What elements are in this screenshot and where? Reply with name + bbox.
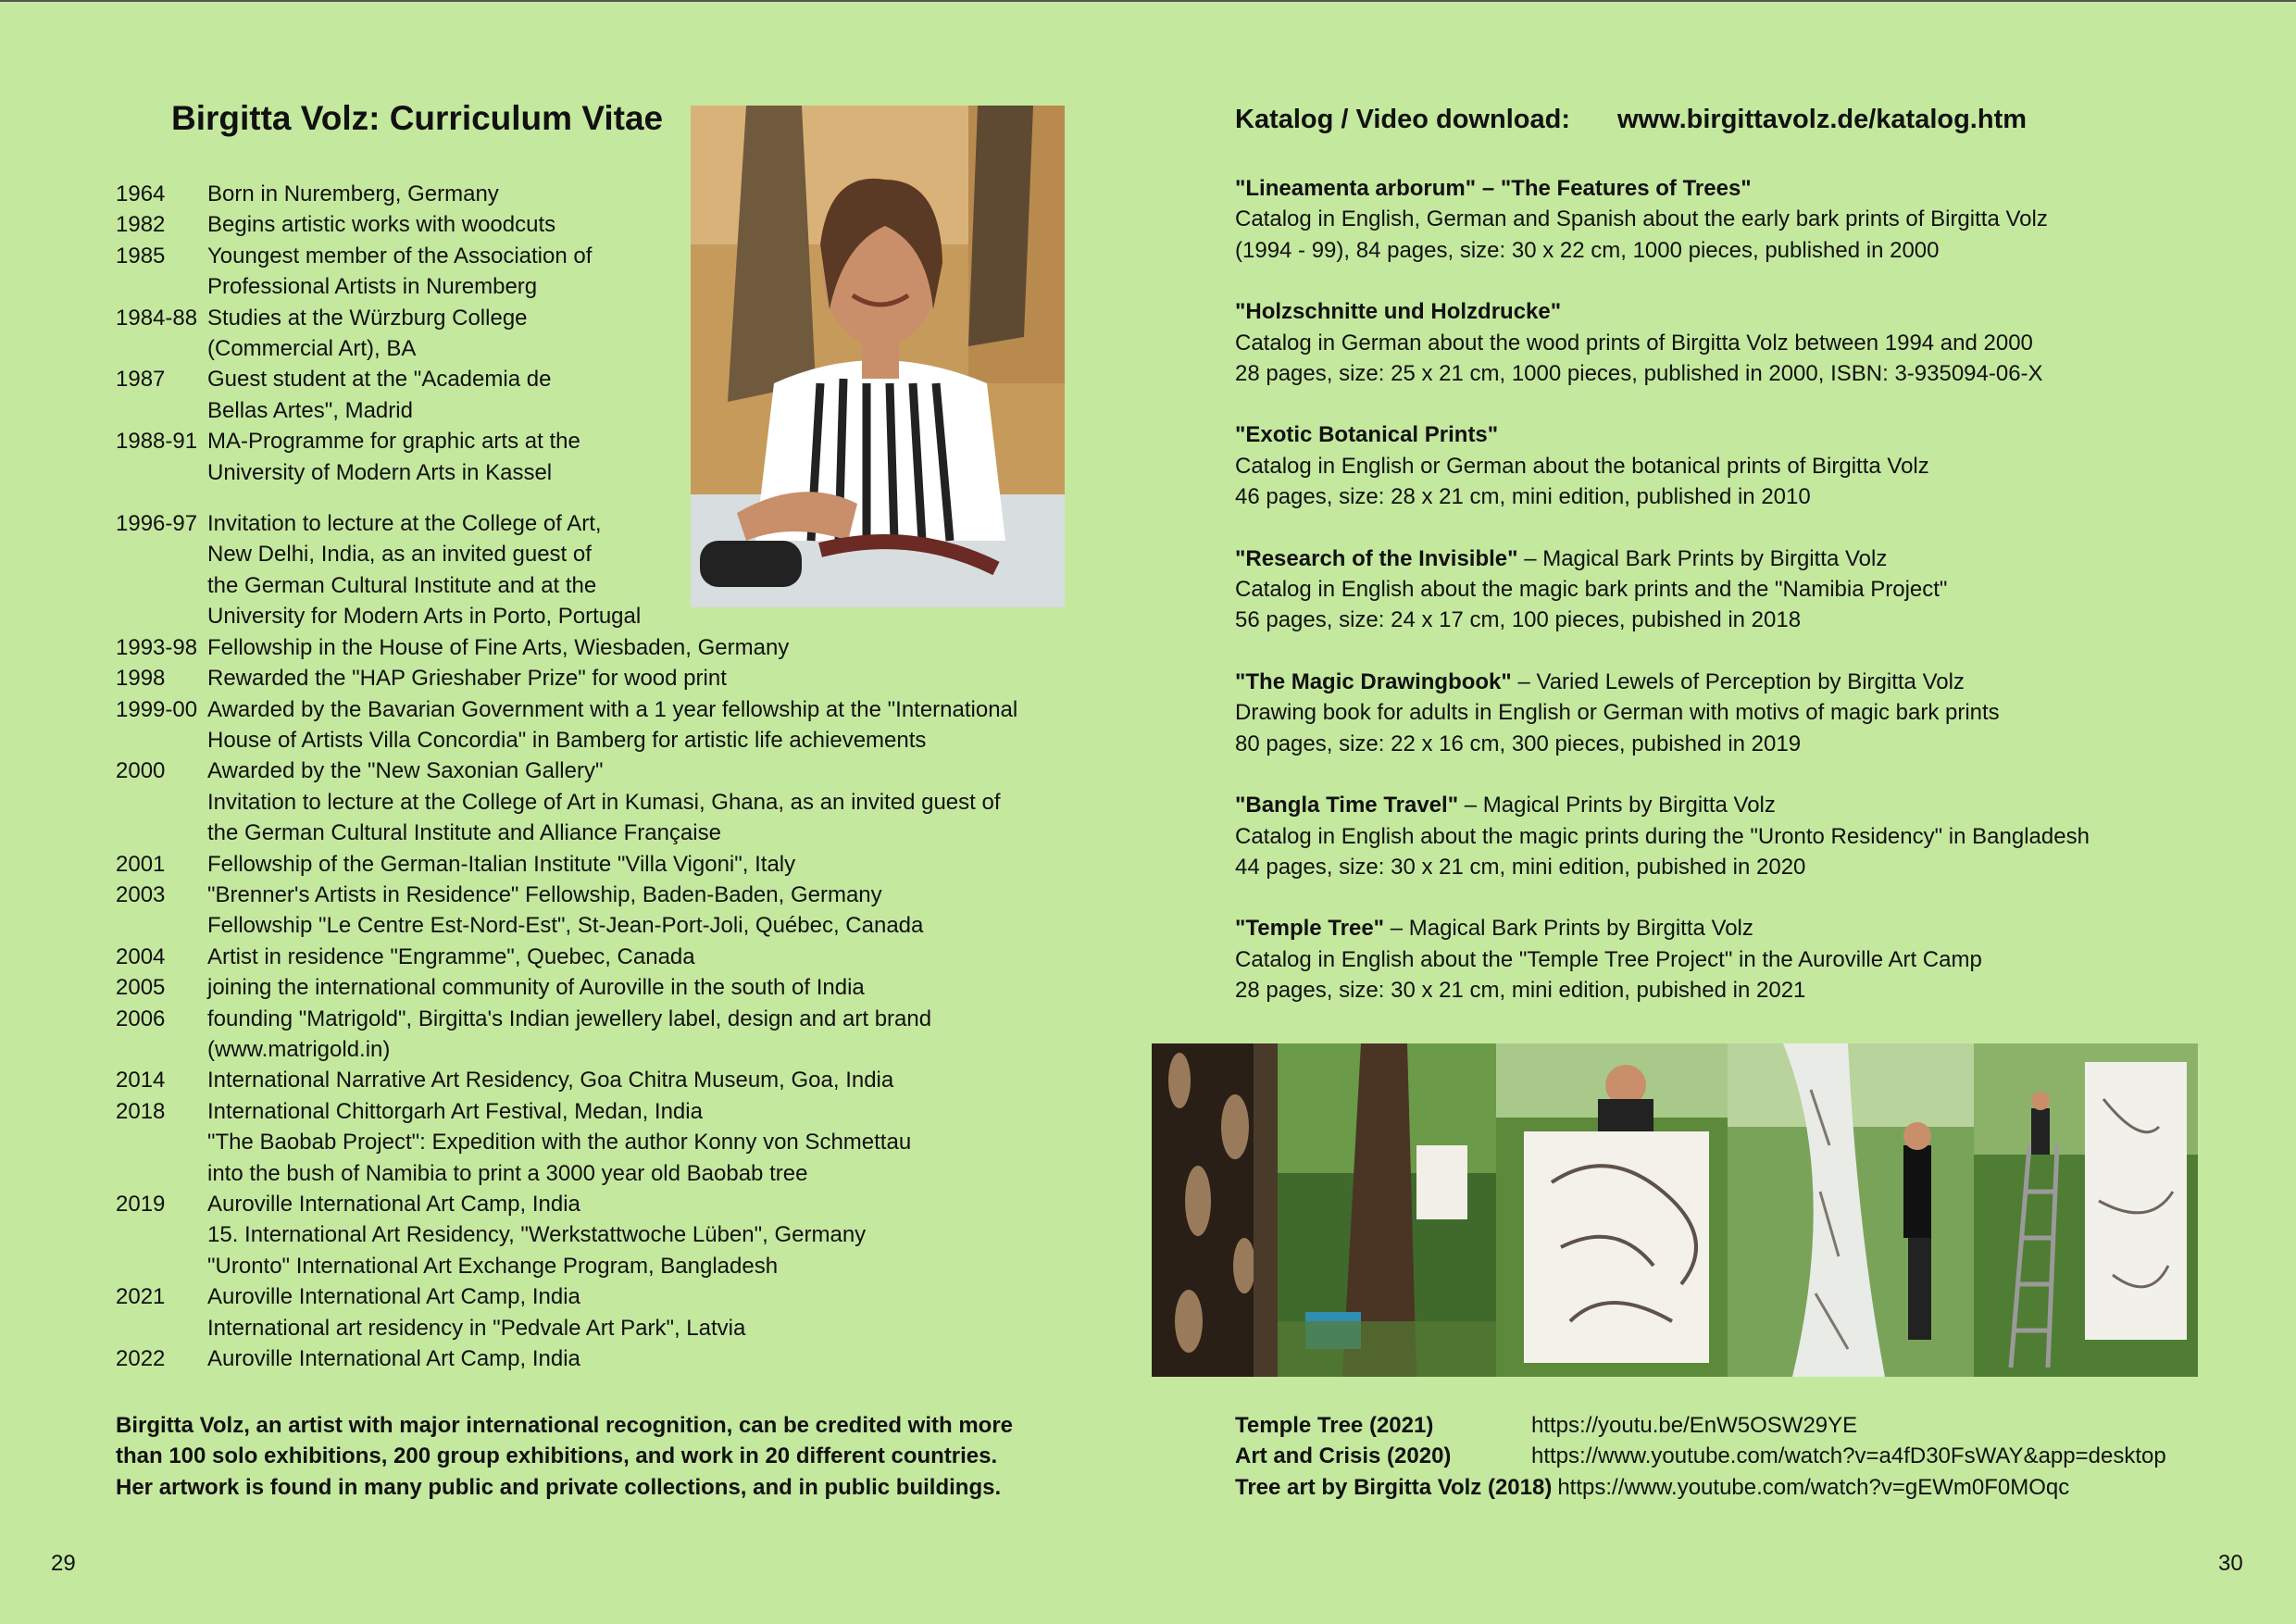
cv-year: 1999-00	[116, 696, 198, 722]
garden-print-photo	[1278, 1043, 1496, 1377]
cv-text: Artist in residence "Engramme", Quebec, Canada	[207, 943, 695, 969]
cv-text: "Uronto" International Art Exchange Program, Bangladesh	[207, 1253, 779, 1279]
catalog-subtitle: – Magical Bark Prints by Birgitta Volz	[1384, 916, 1753, 942]
catalog-title: "Holzschnitte und Holzdrucke"	[1235, 299, 1562, 325]
cv-text: International art residency in "Pedvale Art Park", Latvia	[207, 1315, 746, 1341]
video-list	[1235, 1410, 2166, 1503]
artist-summary	[116, 1410, 1013, 1503]
cv-text: the German Cultural Institute and Alliance Française	[207, 820, 721, 846]
cv-text: Fellowship "Le Centre Est-Nord-Est", St-Jean-Port-Joli, Québec, Canada	[207, 913, 924, 939]
cv-year: 1993-98	[116, 634, 198, 660]
catalog-item	[1235, 667, 2216, 759]
catalog-item	[1235, 173, 2216, 266]
cv-text: the German Cultural Institute and at the	[207, 572, 597, 598]
cv-entry	[116, 209, 1097, 240]
cv-text: Fellowship in the House of Fine Arts, Wiesbaden, Germany	[207, 634, 790, 660]
page-title: Birgitta Volz: Curriculum Vitae	[171, 99, 664, 137]
cv-entry	[116, 1004, 1097, 1066]
cv-entry	[116, 849, 1097, 880]
cv-text: "The Baobab Project": Expedition with the author Konny von Schmettau	[207, 1130, 912, 1156]
cv-text: Invitation to lecture at the College of Art in Kumasi, Ghana, as an invited guest of	[207, 789, 1001, 815]
cv-text: (www.matrigold.in)	[207, 1036, 391, 1062]
cv-entry	[116, 1281, 1097, 1343]
catalog-description: 28 pages, size: 30 x 21 cm, mini edition, pubished in 2021	[1235, 978, 1806, 1004]
cv-text: into the bush of Namibia to print a 3000 year old Baobab tree	[207, 1160, 808, 1186]
cv-entry	[116, 508, 1097, 632]
cv-year: 2004	[116, 943, 166, 969]
video-title: Art and Crisis (2020)	[1235, 1443, 1452, 1469]
cv-text: Auroville International Art Camp, India	[207, 1192, 580, 1217]
artist-on-ladder-photo	[1974, 1043, 2198, 1377]
cv-text: MA-Programme for graphic arts at the	[207, 429, 580, 455]
cv-year: 2003	[116, 881, 166, 907]
cv-year: 1988-91	[116, 429, 198, 455]
catalog-title: "Research of the Invisible"	[1235, 545, 1518, 571]
cv-year: 2006	[116, 1006, 166, 1031]
catalog-item	[1235, 913, 2216, 1006]
video-title: Tree art by Birgitta Volz (2018)	[1235, 1474, 1553, 1500]
cv-text: Auroville International Art Camp, India	[207, 1346, 580, 1372]
cv-year: 1987	[116, 367, 166, 393]
katalog-header	[1235, 102, 2028, 137]
cv-entry	[116, 1343, 1097, 1374]
cv-entry	[116, 364, 1097, 426]
catalog-description: 44 pages, size: 30 x 21 cm, mini edition, pubished in 2020	[1235, 854, 1806, 880]
video-item	[1235, 1441, 2166, 1471]
cv-year: 2022	[116, 1346, 166, 1372]
cv-text: Awarded by the "New Saxonian Gallery"	[207, 758, 604, 784]
page-number-right: 30	[2218, 1551, 2243, 1576]
catalog-description: Catalog in English or German about the botanical prints of Birgitta Volz	[1235, 453, 1929, 479]
cv-text: House of Artists Villa Concordia" in Bamberg for artistic life achievements	[207, 727, 927, 753]
catalog-description: Catalog in English, German and Spanish about the early bark prints of Birgitta Volz	[1235, 206, 2048, 232]
cv-entry	[116, 694, 1097, 756]
cv-year: 1996-97	[116, 511, 198, 537]
catalog-item	[1235, 419, 2216, 512]
cv-text: Auroville International Art Camp, India	[207, 1284, 580, 1310]
catalog-description: Drawing book for adults in English or German with motivs of magic bark prints	[1235, 700, 2000, 726]
catalog-title: "Bangla Time Travel"	[1235, 793, 1459, 818]
katalog-label: Katalog / Video download:	[1235, 105, 1570, 134]
cv-text: (Commercial Art), BA	[207, 336, 417, 362]
cv-entry	[116, 632, 1097, 663]
cv-entry	[116, 972, 1097, 1003]
artist-holding-print-photo	[1496, 1043, 1728, 1377]
cv-year: 1982	[116, 212, 166, 238]
catalog-description: Catalog in English about the magic prints during the "Uronto Residency" in Bangladesh	[1235, 823, 2090, 849]
catalog-subtitle: – Varied Lewels of Perception by Birgitta Volz	[1511, 668, 1965, 694]
catalog-item	[1235, 543, 2216, 636]
catalog-title: "Lineamenta arborum" – "The Features of Trees"	[1235, 176, 1752, 201]
video-item	[1235, 1410, 2069, 1441]
catalog-title: "Temple Tree"	[1235, 916, 1385, 942]
cv-text: Born in Nuremberg, Germany	[207, 181, 499, 206]
cv-entry	[116, 241, 1097, 303]
cv-text: Guest student at the "Academia de	[207, 367, 552, 393]
cv-text: "Brenner's Artists in Residence" Fellowship, Baden-Baden, Germany	[207, 881, 882, 907]
video-link[interactable]: https://www.youtube.com/watch?v=gEWm0F0MOqc	[1557, 1474, 2070, 1500]
top-border	[0, 0, 2296, 2]
cv-text: Fellowship of the German-Italian Institute "Villa Vigoni", Italy	[207, 851, 796, 877]
cv-text: Studies at the Würzburg College	[207, 305, 528, 331]
cv-text: Rewarded the "HAP Grieshaber Prize" for wood print	[207, 666, 727, 692]
catalog-description: Catalog in English about the "Temple Tree Project" in the Auroville Art Camp	[1235, 946, 1982, 972]
catalog-description: 56 pages, size: 24 x 17 cm, 100 pieces, pubished in 2018	[1235, 607, 1802, 633]
cv-list	[116, 179, 1097, 1374]
catalog-item	[1235, 790, 2216, 882]
page-number-left: 29	[51, 1551, 76, 1576]
cv-text: University for Modern Arts in Porto, Portugal	[207, 604, 642, 630]
cv-text: founding "Matrigold", Birgitta's Indian jewellery label, design and art brand	[207, 1006, 932, 1031]
catalog-title: "The Magic Drawingbook"	[1235, 668, 1512, 694]
catalog-description: Catalog in German about the wood prints of Birgitta Volz between 1994 and 2000	[1235, 330, 2033, 356]
catalog-item	[1235, 296, 2216, 389]
video-link[interactable]: https://www.youtube.com/watch?v=a4fD30FsWAY&app=desktop	[1531, 1443, 2166, 1469]
cv-text: Invitation to lecture at the College of Art,	[207, 511, 602, 537]
summary-line: Her artwork is found in many public and private collections, and in public buildings.	[116, 1474, 1002, 1500]
tree-bark-photo	[1152, 1043, 1278, 1377]
cv-entry	[116, 880, 1097, 942]
catalog-description: 28 pages, size: 25 x 21 cm, 1000 pieces, published in 2000, ISBN: 3-935094-06-X	[1235, 361, 2043, 387]
cv-year: 2018	[116, 1098, 166, 1124]
catalog-description: (1994 - 99), 84 pages, size: 30 x 22 cm, 1000 pieces, published in 2000	[1235, 237, 1940, 263]
cv-entry	[116, 1096, 1097, 1189]
catalog-title: "Exotic Botanical Prints"	[1235, 422, 1499, 448]
print-on-tree-photo	[1728, 1043, 1974, 1377]
katalog-url-link[interactable]: www.birgittavolz.de/katalog.htm	[1617, 105, 2028, 134]
cv-text: University of Modern Arts in Kassel	[207, 459, 553, 485]
cv-year: 2014	[116, 1068, 166, 1093]
cv-entry	[116, 756, 1097, 848]
summary-line: Birgitta Volz, an artist with major international recognition, can be credited with more	[116, 1413, 1014, 1438]
cv-year: 2019	[116, 1192, 166, 1217]
cv-entry	[116, 1065, 1097, 1095]
cv-year: 1998	[116, 666, 166, 692]
cv-text: Professional Artists in Nuremberg	[207, 274, 538, 300]
cv-entry	[116, 1189, 1097, 1281]
cv-text: International Narrative Art Residency, Goa Chitra Museum, Goa, India	[207, 1068, 894, 1093]
catalog-description: 46 pages, size: 28 x 21 cm, mini edition, published in 2010	[1235, 484, 1811, 510]
cv-entry	[116, 426, 1097, 488]
cv-year: 1964	[116, 181, 166, 206]
cv-text: New Delhi, India, as an invited guest of	[207, 542, 592, 568]
cv-text: Begins artistic works with woodcuts	[207, 212, 556, 238]
cv-text: 15. International Art Residency, "Werkstattwoche Lüben", Germany	[207, 1222, 867, 1248]
catalog-description: Catalog in English about the magic bark prints and the "Namibia Project"	[1235, 577, 1948, 603]
cv-entry	[116, 942, 1097, 972]
catalog-list	[1235, 173, 2216, 1037]
cv-year: 2021	[116, 1284, 166, 1310]
catalog-description: 80 pages, size: 22 x 16 cm, 300 pieces, pubished in 2019	[1235, 731, 1802, 756]
artwork-photo-strip	[1152, 1043, 2198, 1377]
cv-text: International Chittorgarh Art Festival, Medan, India	[207, 1098, 703, 1124]
cv-year: 1984-88	[116, 305, 198, 331]
cv-entry	[116, 663, 1097, 693]
cv-text: Bellas Artes", Madrid	[207, 397, 413, 423]
cv-entry	[116, 303, 1097, 365]
video-title: Temple Tree (2021)	[1235, 1413, 1434, 1438]
cv-year: 1985	[116, 243, 166, 269]
video-link[interactable]: https://youtu.be/EnW5OSW29YE	[1531, 1413, 1858, 1438]
catalog-subtitle: – Magical Prints by Birgitta Volz	[1458, 793, 1776, 818]
cv-year: 2005	[116, 975, 166, 1001]
cv-text: Awarded by the Bavarian Government with a 1 year fellowship at the "International	[207, 696, 1018, 722]
cv-text: Youngest member of the Association of	[207, 243, 593, 269]
cv-entry	[116, 179, 1097, 209]
cv-year: 2000	[116, 758, 166, 784]
cv-year: 2001	[116, 851, 166, 877]
cv-text: joining the international community of Auroville in the south of India	[207, 975, 865, 1001]
video-item	[1235, 1472, 2069, 1503]
summary-line: than 100 solo exhibitions, 200 group exhibitions, and work in 20 different countries.	[116, 1443, 998, 1469]
catalog-subtitle: – Magical Bark Prints by Birgitta Volz	[1517, 545, 1888, 571]
